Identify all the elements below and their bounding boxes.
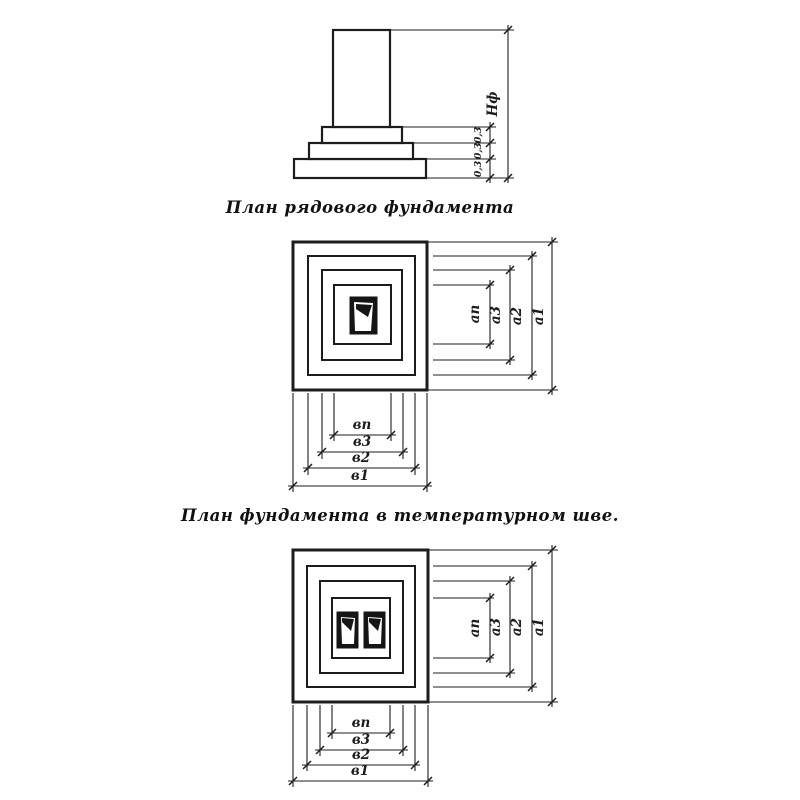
plan-single-title: План рядового фундамента [225,198,515,217]
plan-single-dim-b3: в3 [352,434,372,450]
plan-double-dim-b1: в1 [350,763,370,779]
plan-double-dim-a2: а2 [509,617,525,637]
elevation-total-height-label: Нф [485,91,501,117]
plan-double-dim-a1: а1 [531,617,547,637]
elevation-step-height-label-2: 0,3 [473,142,484,160]
elevation-view [294,25,514,183]
foundation-step-3 [294,159,426,178]
elevation-step-height-label-3: 0,3 [473,160,484,178]
plan-double-dim-b3: в3 [351,732,371,748]
column-outline [333,30,390,127]
plan-single-dim-b2: в2 [351,450,371,466]
plan-double-view [288,545,558,787]
plan-double-dim-b2: в2 [351,747,371,763]
plan-single-view [288,237,558,492]
plan-double-title: План фундамента в температурном шве. [181,506,619,525]
plan-single-dim-a3: а3 [488,305,504,325]
plan-double-dim-a3: а3 [488,617,504,637]
plan-double-dim-bp: вп [351,715,371,731]
plan-single-dim-bp: вп [352,417,372,433]
foundation-step-2 [309,143,413,159]
elevation-step-height-label-1: 0,3 [473,126,484,144]
plan-single-dim-ap: ап [467,304,483,324]
plan-single-dim-a1: а1 [531,306,547,326]
plan-single-dim-a2: а2 [509,306,525,326]
foundation-step-1 [322,127,402,143]
plan-double-dim-ap: ап [467,618,483,638]
plan-single-dim-b1: в1 [350,468,370,484]
